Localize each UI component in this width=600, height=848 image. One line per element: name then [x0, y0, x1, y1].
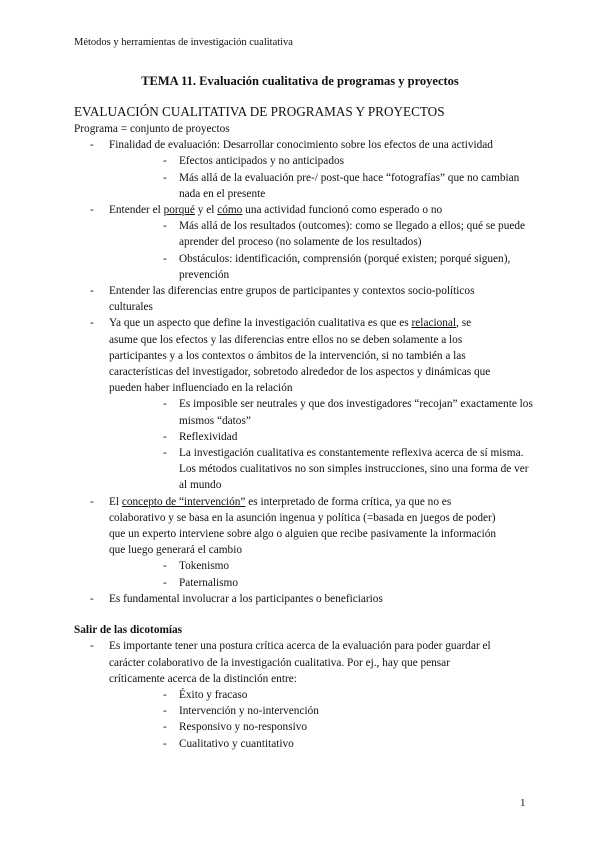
sub-list-item: - Paternalismo [163, 576, 238, 589]
list-item: - Entender las diferencias entre grupos de participantes y contextos socio-políticos culturales [90, 285, 475, 314]
list-item: - Es fundamental involucrar a los participantes o beneficiarios [74, 591, 534, 607]
sub-list-item: - Obstáculos: identificación, comprensión (porqué existen; porqué siguen), prevención [163, 252, 511, 281]
bullet-list [74, 137, 534, 607]
document-body [74, 103, 534, 752]
sub-list-item: - Tokenismo [163, 560, 230, 573]
sub-list-item: - Reflexividad [163, 430, 238, 443]
page-title: TEMA 11. Evaluación cualitativa de programas y proyectos [141, 74, 459, 88]
list-item-text: Entender el porqué y el cómo una actividad funcionó como esperado o no [109, 204, 443, 217]
dash-marker: - [90, 592, 94, 605]
running-head: Métodos y herramientas de investigación cualitativa [74, 37, 293, 48]
sub-list-item: - Responsivo y no-responsivo [163, 721, 308, 734]
list-item: - Es importante tener una postura crítica acerca de la evaluación para poder guardar el carácter colaborativo de la investigación cualitativa. Por ej., hay que pensar críticamente acerca de la distinción entre: - Éxito y fracaso - Intervención y no-intervención - Responsivo y no-responsivo - Cualitativo y cuantitativo [74, 638, 534, 751]
sub-list-item: - Es imposible ser neutrales y que dos investigadores “recojan” exactamente los mismos “datos” [163, 398, 533, 427]
sub-list-item: - Éxito y fracaso [163, 688, 248, 701]
sub-list-item: - Más allá de los resultados (outcomes): como se llegado a ellos; qué se puede aprender del proceso (no solamente de los resultados) [163, 220, 526, 249]
section-heading: EVALUACIÓN CUALITATIVA DE PROGRAMAS Y PROYECTOS [74, 104, 445, 119]
list-item: - Finalidad de evaluación: Desarrollar conocimiento sobre los efectos de una actividad - Efectos anticipados y no anticipados - Más allá de la evaluación pre-/ post-que hace “fotografías” que no cambian nada en el presente [74, 137, 534, 202]
sub-list-item: - Cualitativo y cuantitativo [163, 737, 294, 750]
page-number: 1 [520, 797, 526, 809]
sub-list-item: - Efectos anticipados y no anticipados [163, 155, 345, 168]
subsection-heading: Salir de las dicotomías [74, 624, 183, 637]
dash-marker: - [90, 285, 94, 298]
dash-marker: - [90, 139, 94, 152]
dash-marker: - [90, 317, 94, 330]
list-item: - Ya que un aspecto que define la investigación cualitativa es que es relacional, se asume que los efectos y las diferencias entre ellos no se deben solamente a los participantes y a los contextos o ámbitos de la intervención, si no también a las características del investigador, sobretodo alrededor de los aspectos y dinámicas que pueden haber influenciado en la relación - Es imposible ser neutrales y que dos investigadores “recojan” exactamente los mismos “datos” - Reflexividad - La investigación cualitativa es constantemente reflexiva acerca de sí misma. Los métodos cualitativos no son simples instrucciones, sino una forma de ver al mundo [74, 315, 534, 493]
dash-marker: - [90, 640, 94, 653]
list-item [74, 202, 534, 283]
intro-text: Programa = conjunto de proyectos [74, 123, 230, 135]
dash-marker: - [90, 495, 94, 508]
dash-marker: - [90, 204, 94, 217]
sub-list-item: - Intervención y no-intervención [163, 705, 319, 718]
bullet-list [74, 638, 534, 751]
sub-list-item: - Más allá de la evaluación pre-/ post-que hace “fotografías” que no cambian nada en el presente [163, 171, 520, 200]
list-item: - El concepto de “intervención” es interpretado de forma crítica, ya que no es colaborativo y se basa en la asunción ingenua y política (=basada en juegos de poder) que un experto interviene sobre algo o alguien que recibe pasivamente la información que luego generará el cambio - Tokenismo - Paternalismo [74, 494, 534, 591]
sub-list-item: - La investigación cualitativa es constantemente reflexiva acerca de sí misma. Los métodos cualitativos no son simples instrucciones, sino una forma de ver al mundo [163, 447, 529, 492]
